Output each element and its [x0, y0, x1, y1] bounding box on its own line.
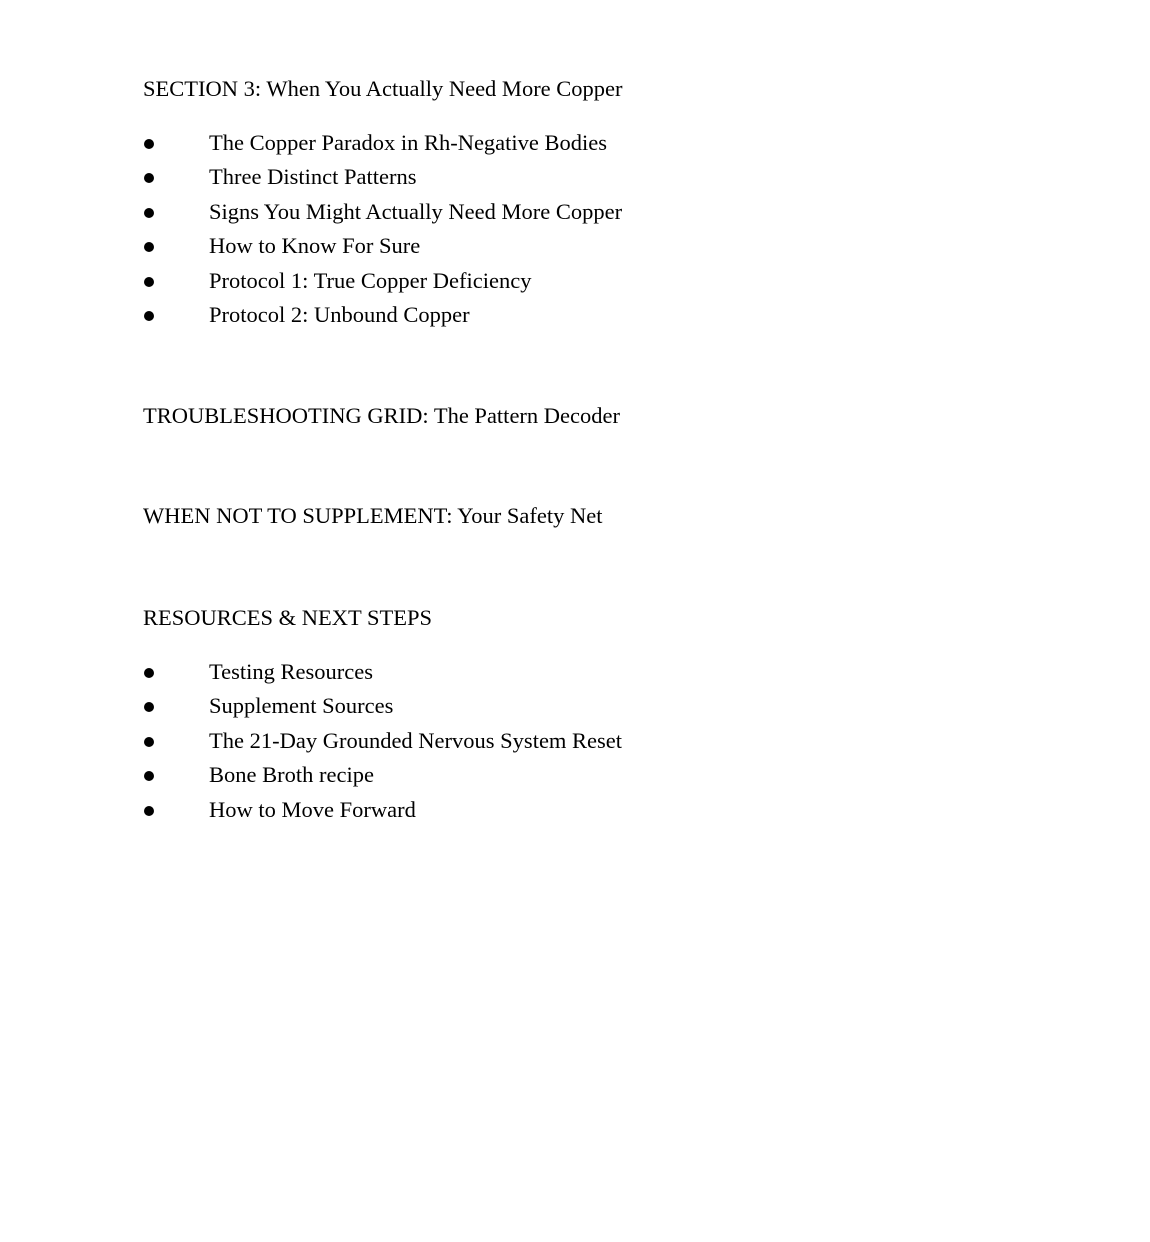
resources-heading: RESOURCES & NEXT STEPS: [143, 605, 433, 630]
bullet-icon: [144, 737, 154, 747]
bullet-icon: [144, 771, 154, 781]
bullet-icon: [144, 139, 154, 149]
bullet-icon: [144, 173, 154, 183]
when-not-to-supplement-heading: WHEN NOT TO SUPPLEMENT: Your Safety Net: [143, 503, 603, 528]
bullet-icon: [144, 277, 154, 287]
bullet-icon: [144, 311, 154, 321]
document-page: SECTION 3: When You Actually Need More Copper The Copper Paradox in Rh-Negative Bodies Three Distinct Patterns Signs You Might Actually Need More Copper How to Know For Sure Protocol 1: True Copper Deficiency Protocol 2: Unbound Copper TROUBLESHOOTING GRID: The Pattern Decoder WHEN NOT TO SUPPLEMENT: Your Safety Net RESOURCES & NEXT STEPS Testing Resources Supplement Sources The 21-Day Grounded Nervous System Reset Bone Broth recipe How to Move Forward: [143, 76, 623, 822]
troubleshooting-grid-heading: TROUBLESHOOTING GRID: The Pattern Decoder: [143, 403, 620, 428]
section-3-heading: SECTION 3: When You Actually Need More Copper: [143, 76, 623, 101]
bullet-icon: [144, 702, 154, 712]
bullet-icon: [144, 242, 154, 252]
bullet-icon: [144, 208, 154, 218]
bullet-icon: [144, 668, 154, 678]
bullet-icon: [144, 806, 154, 816]
